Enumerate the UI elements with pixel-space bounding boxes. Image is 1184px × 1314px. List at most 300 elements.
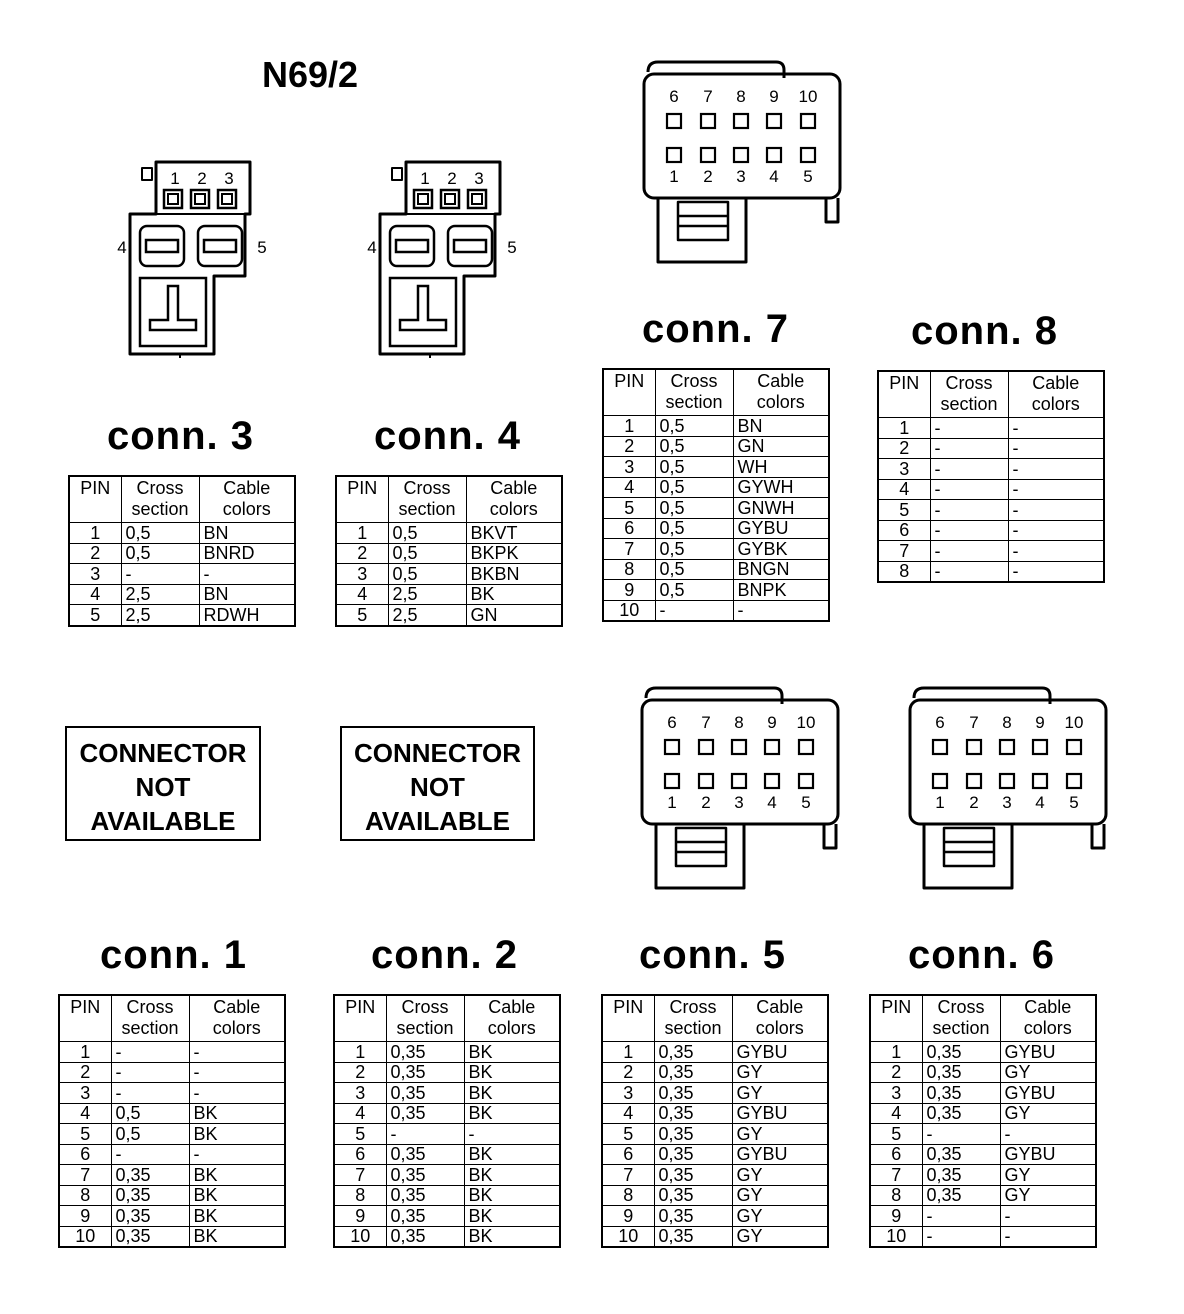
pin-header: PIN [69, 476, 121, 523]
cable-color-cell: - [199, 564, 295, 585]
table-row [334, 1226, 560, 1247]
pin-number-label: 2 [447, 169, 457, 188]
latch-icon [400, 286, 446, 330]
cable-color-cell: WH [733, 457, 829, 478]
table-row [59, 1062, 285, 1083]
pin-number-label: 1 [667, 793, 677, 812]
cable-color-cell: BK [464, 1042, 560, 1063]
latch-frame [390, 278, 456, 346]
pin-cell: 5 [602, 1124, 654, 1145]
table-row [602, 1083, 828, 1104]
cable-color-cell: - [1008, 561, 1104, 582]
cross-section-header-line: section [664, 1018, 722, 1038]
pin-number-label: 4 [767, 793, 777, 812]
table-row [59, 1226, 285, 1247]
table-row [69, 523, 295, 544]
cross-section-cell: 0,35 [111, 1165, 189, 1186]
latch-frame [924, 824, 1012, 888]
pin-cell: 7 [870, 1165, 922, 1186]
cable-color-cell: GY [1000, 1062, 1096, 1083]
cross-section-header-line: section [932, 1018, 990, 1038]
table-row [603, 539, 829, 560]
table-row [69, 564, 295, 585]
cable-color-cell: GY [1000, 1165, 1096, 1186]
pin-socket [667, 114, 681, 128]
pin-cell: 6 [870, 1144, 922, 1165]
table-row [870, 1165, 1096, 1186]
pin-number-label: 1 [420, 169, 430, 188]
pin-socket [191, 190, 209, 208]
pin-socket [933, 774, 947, 788]
cable-colors-header [733, 369, 829, 416]
cross-section-cell: - [111, 1083, 189, 1104]
pin-socket-inner [222, 194, 232, 204]
cross-section-cell: 0,35 [654, 1185, 732, 1206]
pin-number-label: 10 [798, 87, 818, 106]
cross-section-cell: 0,35 [654, 1144, 732, 1165]
table-row [603, 436, 829, 457]
pin-cell: 1 [602, 1042, 654, 1063]
cross-section-cell: 0,35 [922, 1185, 1000, 1206]
cross-section-cell: 0,35 [654, 1042, 732, 1063]
cross-section-cell: 0,35 [654, 1103, 732, 1124]
cross-section-cell: 0,5 [655, 477, 733, 498]
cross-section-header-line: section [121, 1018, 179, 1038]
cable-color-cell: - [1008, 418, 1104, 439]
cross-section-cell: - [111, 1062, 189, 1083]
table-header-row [602, 995, 828, 1042]
cross-section-header [386, 995, 464, 1042]
pin-number-label: 3 [736, 167, 746, 186]
table-header-row [69, 476, 295, 523]
table-row [336, 564, 562, 585]
table-row [334, 1144, 560, 1165]
cross-section-cell: 0,35 [922, 1103, 1000, 1124]
table-header-row [59, 995, 285, 1042]
cross-section-cell: 0,5 [655, 518, 733, 539]
cross-section-cell: 0,35 [922, 1144, 1000, 1165]
conn6-title: conn. 6 [908, 933, 1056, 977]
pin-cell: 3 [69, 564, 121, 585]
cable-colors-header-line: colors [487, 1018, 536, 1038]
cable-color-cell: BK [464, 1062, 560, 1083]
cross-section-cell: 0,35 [922, 1042, 1000, 1063]
cross-section-cell: - [930, 418, 1008, 439]
cross-section-cell: - [930, 500, 1008, 521]
cross-section-cell: - [655, 600, 733, 621]
pin-number-label: 3 [734, 793, 744, 812]
pin-number-label: 5 [1069, 793, 1079, 812]
pin-socket [701, 114, 715, 128]
cross-section-cell: 0,35 [654, 1083, 732, 1104]
pin-cell: 9 [870, 1206, 922, 1227]
pin-cell: 4 [602, 1103, 654, 1124]
pin-header: PIN [602, 995, 654, 1042]
cross-section-cell: 0,35 [111, 1206, 189, 1227]
pin-number-label: 7 [969, 713, 979, 732]
pin-cell: 4 [69, 584, 121, 605]
cable-color-cell: BK [464, 1226, 560, 1247]
latch-frame [140, 278, 206, 346]
cable-color-cell: GY [732, 1124, 828, 1145]
pin-number-label: 3 [1002, 793, 1012, 812]
conn5-table [601, 994, 829, 1248]
pin-socket [1033, 774, 1047, 788]
table-row [334, 1185, 560, 1206]
cross-section-cell: 0,35 [922, 1062, 1000, 1083]
cross-section-header-line: Cross [945, 373, 993, 393]
table-row [602, 1206, 828, 1227]
cross-section-header-line: section [940, 394, 998, 414]
cable-color-cell: - [733, 600, 829, 621]
table-row [870, 1083, 1096, 1104]
locking-clip [826, 198, 838, 222]
cable-color-cell: GY [732, 1165, 828, 1186]
pin-cell: 8 [59, 1185, 111, 1206]
pin-cell: 5 [603, 498, 655, 519]
cable-color-cell: - [1008, 438, 1104, 459]
table-row [878, 561, 1104, 582]
pin-cell: 7 [59, 1165, 111, 1186]
cross-section-cell: - [386, 1124, 464, 1145]
cable-color-cell: GYBK [733, 539, 829, 560]
cable-color-cell: BK [464, 1144, 560, 1165]
pin-cell: 3 [59, 1083, 111, 1104]
cable-color-cell: BKVT [466, 523, 562, 544]
table-row [870, 1144, 1096, 1165]
table-row [59, 1144, 285, 1165]
cross-section-header [388, 476, 466, 523]
pin-cell: 6 [878, 520, 930, 541]
cross-section-cell: - [111, 1042, 189, 1063]
pin-cell: 10 [870, 1226, 922, 1247]
cross-section-cell: 2,5 [121, 584, 199, 605]
cross-section-cell: 0,35 [386, 1226, 464, 1247]
pin-cell: 7 [603, 539, 655, 560]
pin-cell: 5 [336, 605, 388, 626]
pin-cell: 9 [59, 1206, 111, 1227]
pin-socket-inner [418, 194, 428, 204]
latch-window [678, 202, 728, 240]
conn5-title: conn. 5 [639, 933, 787, 977]
table-row [336, 543, 562, 564]
pin-cell: 2 [59, 1062, 111, 1083]
pin-number-label: 8 [734, 713, 744, 732]
cable-color-cell: BK [189, 1103, 285, 1124]
pin-cell: 4 [603, 477, 655, 498]
table-row [603, 457, 829, 478]
latch-frame [656, 824, 744, 888]
pin-cell: 4 [336, 584, 388, 605]
cable-color-cell: - [1008, 541, 1104, 562]
cable-color-cell: GY [1000, 1185, 1096, 1206]
cable-color-cell: - [1000, 1124, 1096, 1145]
table-row [602, 1103, 828, 1124]
cable-colors-header-line: Cable [490, 478, 538, 498]
cable-colors-header-line: Cable [1024, 997, 1072, 1017]
pin-cell: 10 [603, 600, 655, 621]
pin-socket [765, 740, 779, 754]
pin-socket [1033, 740, 1047, 754]
cross-section-cell: - [111, 1144, 189, 1165]
cross-section-cell: 0,35 [654, 1124, 732, 1145]
cross-section-cell: 0,35 [386, 1083, 464, 1104]
table-row [602, 1185, 828, 1206]
pin-socket [699, 774, 713, 788]
pin-cell: 4 [334, 1103, 386, 1124]
cross-section-cell: 2,5 [121, 605, 199, 626]
cross-section-cell: 0,5 [655, 436, 733, 457]
pin-number-label: 5 [507, 238, 517, 257]
cable-color-cell: BK [189, 1226, 285, 1247]
table-row [878, 479, 1104, 500]
pin-number-label: 8 [736, 87, 746, 106]
pin-number-label: 4 [769, 167, 779, 186]
pin-number-label: 7 [701, 713, 711, 732]
document-title: N69/2 [262, 54, 359, 95]
cable-colors-header-line: colors [222, 499, 271, 519]
cross-section-cell: - [922, 1226, 1000, 1247]
pin-cell: 2 [336, 543, 388, 564]
table-row [59, 1185, 285, 1206]
table-row [603, 477, 829, 498]
pin-socket [701, 148, 715, 162]
conn3-title: conn. 3 [107, 414, 255, 458]
cable-colors-header-line: Cable [1032, 373, 1080, 393]
cable-color-cell: BK [466, 584, 562, 605]
cross-section-cell: 0,35 [654, 1062, 732, 1083]
connector-diagram-conn6 [908, 684, 1113, 894]
pin-cell: 1 [59, 1042, 111, 1063]
pin-cell: 4 [878, 479, 930, 500]
pin-socket [1067, 740, 1081, 754]
table-header-row [870, 995, 1096, 1042]
power-contact-blade [204, 240, 236, 252]
cross-section-cell: 2,5 [388, 584, 466, 605]
conn3-table [68, 475, 296, 627]
cable-color-cell: GY [732, 1206, 828, 1227]
pin-socket [732, 740, 746, 754]
cable-color-cell: GYBU [1000, 1083, 1096, 1104]
cable-color-cell: - [1000, 1206, 1096, 1227]
conn7-title: conn. 7 [642, 307, 790, 351]
cable-color-cell: BNRD [199, 543, 295, 564]
cable-color-cell: BK [464, 1185, 560, 1206]
cable-colors-header-line: Cable [223, 478, 271, 498]
table-row [602, 1124, 828, 1145]
pin-socket [767, 114, 781, 128]
pin-number-label: 5 [803, 167, 813, 186]
table-row [878, 520, 1104, 541]
cross-section-header-line: Cross [937, 997, 985, 1017]
pin-cell: 1 [878, 418, 930, 439]
connector-diagram-conn5 [640, 684, 845, 894]
cross-section-cell: 0,5 [388, 564, 466, 585]
conn2-table [333, 994, 561, 1248]
cable-color-cell: - [189, 1062, 285, 1083]
cross-section-cell: 0,35 [922, 1165, 1000, 1186]
cable-color-cell: - [464, 1124, 560, 1145]
cable-color-cell: - [1008, 459, 1104, 480]
locking-tab [392, 168, 402, 180]
cross-section-cell: 0,35 [386, 1042, 464, 1063]
cross-section-cell: 0,5 [655, 416, 733, 437]
pin-number-label: 4 [1035, 793, 1045, 812]
pin-number-label: 7 [703, 87, 713, 106]
cable-colors-header [1008, 371, 1104, 418]
pin-cell: 5 [69, 605, 121, 626]
cable-color-cell: GYWH [733, 477, 829, 498]
table-header-row [336, 476, 562, 523]
pin-cell: 4 [870, 1103, 922, 1124]
table-row [602, 1226, 828, 1247]
locking-clip [1092, 824, 1104, 848]
cross-section-cell: - [930, 520, 1008, 541]
power-contact-blade [396, 240, 428, 252]
table-row [334, 1124, 560, 1145]
pin-socket [665, 774, 679, 788]
pin-number-label: 6 [669, 87, 679, 106]
cross-section-cell: - [930, 479, 1008, 500]
table-row [870, 1124, 1096, 1145]
table-row [59, 1042, 285, 1063]
conn8-title: conn. 8 [911, 309, 1059, 353]
locking-tab [142, 168, 152, 180]
cable-colors-header [189, 995, 285, 1042]
cable-color-cell: GY [1000, 1103, 1096, 1124]
cross-section-header [121, 476, 199, 523]
cable-color-cell: BNGN [733, 559, 829, 580]
cable-color-cell: - [189, 1083, 285, 1104]
pin-cell: 6 [59, 1144, 111, 1165]
connector-shell [648, 62, 784, 78]
pin-cell: 1 [334, 1042, 386, 1063]
cable-color-cell: - [189, 1042, 285, 1063]
cable-color-cell: GYBU [733, 518, 829, 539]
locking-clip [824, 824, 836, 848]
cross-section-cell: 0,35 [386, 1062, 464, 1083]
table-row [69, 584, 295, 605]
cross-section-cell: - [930, 541, 1008, 562]
pin-number-label: 5 [257, 238, 267, 257]
table-row [334, 1103, 560, 1124]
cross-section-cell: 0,35 [386, 1103, 464, 1124]
pin-socket [699, 740, 713, 754]
cable-color-cell: BK [464, 1083, 560, 1104]
cross-section-cell: 0,35 [386, 1185, 464, 1206]
cross-section-cell: 0,35 [386, 1144, 464, 1165]
table-row [334, 1083, 560, 1104]
latch-window [676, 828, 726, 866]
table-row [878, 541, 1104, 562]
cable-color-cell: BK [189, 1124, 285, 1145]
not-available-line1: CONNECTOR [79, 738, 247, 768]
table-header-row [878, 371, 1104, 418]
table-row [59, 1083, 285, 1104]
table-row [878, 418, 1104, 439]
cable-color-cell: GNWH [733, 498, 829, 519]
table-row [334, 1206, 560, 1227]
cross-section-header-line: Cross [670, 371, 718, 391]
pin-socket-inner [472, 194, 482, 204]
cable-color-cell: BKBN [466, 564, 562, 585]
pin-socket [164, 190, 182, 208]
cross-section-header-line: section [131, 499, 189, 519]
cable-color-cell: GYBU [732, 1042, 828, 1063]
table-row [878, 500, 1104, 521]
cross-section-cell: 0,5 [388, 543, 466, 564]
pin-number-label: 9 [767, 713, 777, 732]
cross-section-cell: - [121, 564, 199, 585]
pin-cell: 2 [334, 1062, 386, 1083]
cross-section-header [654, 995, 732, 1042]
cable-colors-header-line: Cable [213, 997, 261, 1017]
pin-header: PIN [59, 995, 111, 1042]
not-available-line3: AVAILABLE [365, 806, 510, 836]
cable-colors-header [1000, 995, 1096, 1042]
pin-number-label: 2 [969, 793, 979, 812]
pin-cell: 9 [603, 580, 655, 601]
cross-section-cell: 0,5 [655, 580, 733, 601]
pin-socket-inner [168, 194, 178, 204]
table-row [334, 1165, 560, 1186]
pin-cell: 1 [870, 1042, 922, 1063]
cable-colors-header-line: colors [489, 499, 538, 519]
table-row [336, 605, 562, 626]
pin-socket [765, 774, 779, 788]
table-row [878, 459, 1104, 480]
table-header-row [334, 995, 560, 1042]
pin-cell: 5 [334, 1124, 386, 1145]
pin-cell: 3 [334, 1083, 386, 1104]
cross-section-header [922, 995, 1000, 1042]
pin-cell: 9 [602, 1206, 654, 1227]
power-contact-blade [454, 240, 486, 252]
cross-section-header-line: Cross [401, 997, 449, 1017]
pin-number-label: 2 [701, 793, 711, 812]
cross-section-header [655, 369, 733, 416]
cable-colors-header [199, 476, 295, 523]
power-contact-blade [146, 240, 178, 252]
cable-color-cell: GYBU [1000, 1144, 1096, 1165]
cable-color-cell: BK [464, 1103, 560, 1124]
cable-color-cell: - [189, 1144, 285, 1165]
pin-number-label: 9 [769, 87, 779, 106]
cable-color-cell: BN [199, 584, 295, 605]
pin-socket [734, 114, 748, 128]
table-row [59, 1165, 285, 1186]
table-row [870, 1042, 1096, 1063]
cross-section-header-line: Cross [126, 997, 174, 1017]
pin-cell: 1 [336, 523, 388, 544]
cross-section-header-line: section [665, 392, 723, 412]
pin-cell: 2 [878, 438, 930, 459]
cross-section-header-line: Cross [403, 478, 451, 498]
pin-cell: 8 [334, 1185, 386, 1206]
cable-color-cell: BK [464, 1165, 560, 1186]
cable-color-cell: BK [464, 1206, 560, 1227]
cross-section-cell: 0,35 [654, 1226, 732, 1247]
pin-number-label: 1 [170, 169, 180, 188]
pin-cell: 8 [870, 1185, 922, 1206]
conn8-table [877, 370, 1105, 583]
pin-number-label: 6 [667, 713, 677, 732]
cross-section-header-line: section [396, 1018, 454, 1038]
pin-socket [414, 190, 432, 208]
pin-number-label: 2 [197, 169, 207, 188]
pin-cell: 8 [878, 561, 930, 582]
cross-section-cell: 0,35 [654, 1165, 732, 1186]
